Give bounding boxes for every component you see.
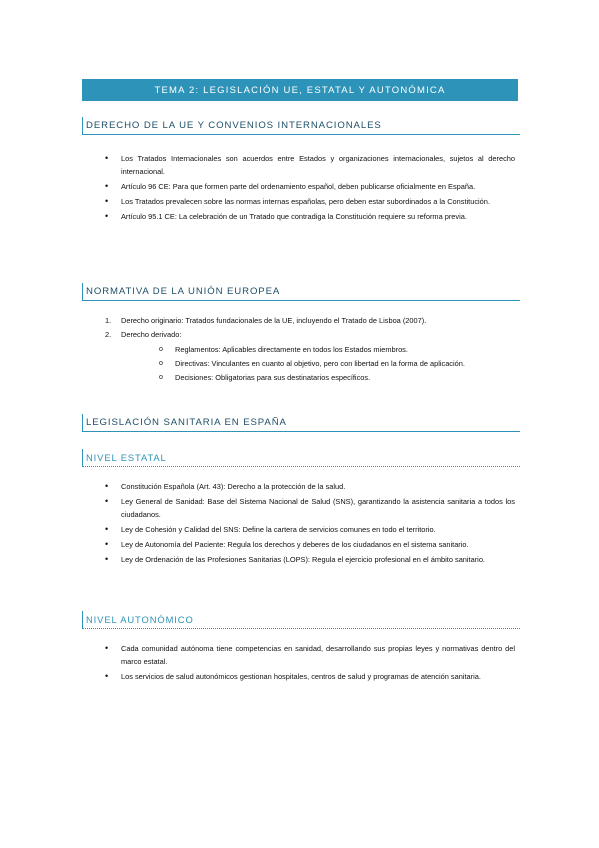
normativa-numbered-list xyxy=(105,314,515,385)
sub-list-item: o Reglamentos: Aplicables directamente en todos los Estados miembros. xyxy=(159,343,515,356)
list-item: • Ley de Autonomía del Paciente: Regula los derechos y deberes de los ciudadanos en el sistema sanitario. xyxy=(105,538,515,551)
list-item: • Cada comunidad autónoma tiene competencias en sanidad, desarrollando sus propias leyes y normativas dentro del marco estatal. xyxy=(105,642,515,668)
list-number: 1. xyxy=(105,316,112,325)
list-item: • Los Tratados prevalecen sobre las normas internas españolas, pero deben estar subordinados a la Constitución. xyxy=(105,195,515,208)
subsection-heading-autonomico: NIVEL AUTONÓMICO xyxy=(82,611,520,629)
list-item: • Constitución Española (Art. 43): Derecho a la protección de la salud. xyxy=(105,480,515,493)
estatal-bullet-list xyxy=(105,480,515,568)
list-item-text: Derecho originario: Tratados fundacionales de la UE, incluyendo el Tratado de Lisboa (2007). xyxy=(121,316,427,325)
list-item-text: Derecho derivado: xyxy=(121,330,182,339)
list-item: • Ley General de Sanidad: Base del Sistema Nacional de Salud (SNS), garantizando la asistencia sanitaria a todos los ciudadanos. xyxy=(105,495,515,521)
list-item xyxy=(105,328,515,384)
autonomico-bullet-list xyxy=(105,642,515,685)
sub-list-item: o Decisiones: Obligatorias para sus destinatarios específicos. xyxy=(159,371,515,384)
list-item: • Ley de Cohesión y Calidad del SNS: Define la cartera de servicios comunes en todo el territorio. xyxy=(105,523,515,536)
list-item xyxy=(105,314,515,327)
list-item: • Artículo 96 CE: Para que formen parte del ordenamiento español, deben publicarse oficialmente en España. xyxy=(105,180,515,193)
list-number: 2. xyxy=(105,330,112,339)
ue-bullet-list xyxy=(105,152,515,225)
sub-list-item: o Directivas: Vinculantes en cuanto al objetivo, pero con libertad en la forma de aplicación. xyxy=(159,357,515,370)
section-heading-sanitaria: LEGISLACIÓN SANITARIA EN ESPAÑA xyxy=(82,414,520,432)
list-item: • Los Tratados Internacionales son acuerdos entre Estados y organizaciones internacionales, sujetos al derecho internacional. xyxy=(105,152,515,178)
list-item: • Artículo 95.1 CE: La celebración de un Tratado que contradiga la Constitución requiere su reforma previa. xyxy=(105,210,515,223)
list-item: • Los servicios de salud autonómicos gestionan hospitales, centros de salud y programas de atención sanitaria. xyxy=(105,670,515,683)
section-heading-normativa: NORMATIVA DE LA UNIÓN EUROPEA xyxy=(82,283,520,301)
section-heading-ue: DERECHO DE LA UE Y CONVENIOS INTERNACIONALES xyxy=(82,117,520,135)
derecho-derivado-sublist xyxy=(121,343,515,384)
subsection-heading-estatal: NIVEL ESTATAL xyxy=(82,449,520,467)
page-title: TEMA 2: LEGISLACIÓN UE, ESTATAL Y AUTONÓMICA xyxy=(82,79,518,101)
list-item: • Ley de Ordenación de las Profesiones Sanitarias (LOPS): Regula el ejercicio profesional en el ámbito sanitario. xyxy=(105,553,515,566)
